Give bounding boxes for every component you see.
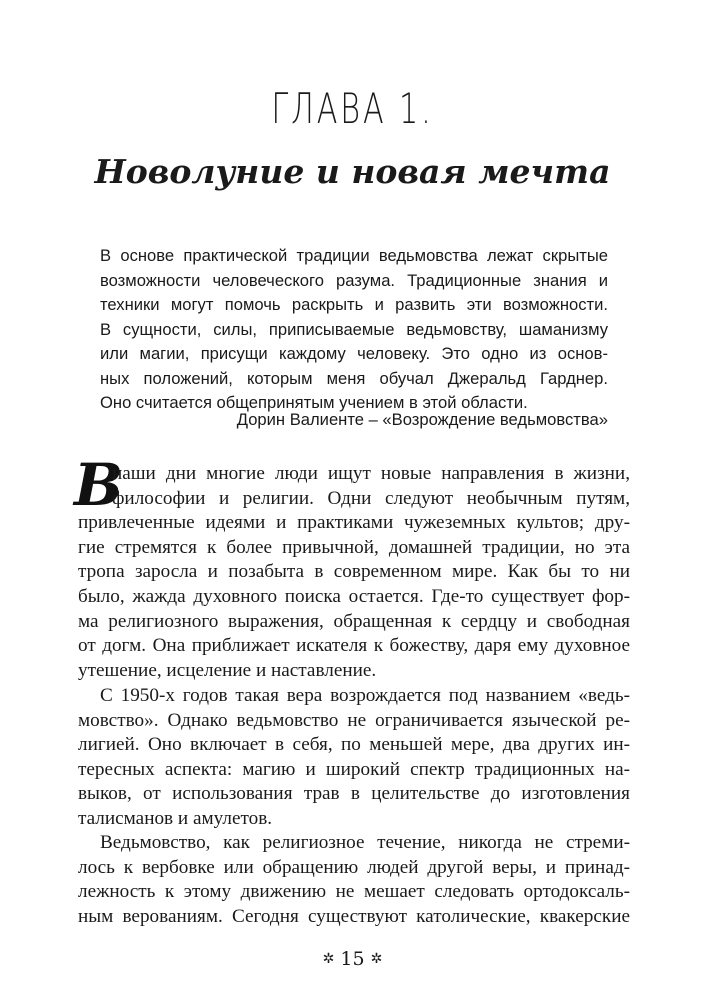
paragraph-3: [78, 831, 630, 929]
paragraph-line: было, жажда духовного поиска остается. Где-то существует фор-: [78, 585, 630, 607]
epigraph-line: или магии, присущи каждому человеку. Это одно из основ-: [100, 344, 608, 363]
epigraph-attribution: Дорин Валиенте – «Возрождение ведьмовства»: [236, 410, 608, 429]
paragraph-1: [78, 462, 630, 683]
epigraph-line: возможности человеческого разума. Традиционные знания и: [100, 270, 608, 290]
chapter-title: Новолуние и новая мечта: [94, 152, 611, 191]
page-number: 15: [340, 948, 365, 970]
paragraph-line: от догм. Она приближает искателя к божеству, даря ему духовное: [78, 635, 630, 657]
epigraph-line: техники могут помочь раскрыть и развить эти возможности.: [100, 295, 608, 314]
paragraph-line: мовство». Однако ведьмовство не ограничивается языческой ре-: [78, 709, 630, 731]
paragraph-line: выков, от использования трав в целительстве до изготовления: [78, 783, 630, 805]
paragraph-line: лежность к этому движению не мешает следовать ортодоксаль-: [78, 881, 630, 903]
ornament-icon: ✲: [322, 951, 335, 967]
paragraph-line: гие стремятся к более привычной, домашней традиции, но эта: [78, 536, 630, 558]
paragraph-line: Ведьмовство, как религиозное течение, никогда не стреми-: [100, 832, 630, 853]
epigraph-line: В сущности, силы, приписываемые ведьмовству, шаманизму: [100, 319, 608, 339]
paragraph-line: талисманов и амулетов.: [78, 807, 273, 829]
epigraph-line: Оно считается общепринятым учением в этой области.: [100, 393, 528, 412]
paragraph-line: лигией. Оно включает в себя, по меньшей мере, два других ин-: [78, 734, 630, 756]
paragraph-line: С 1950-х годов такая вера возрождается под названием «ведь-: [100, 685, 630, 706]
page-footer: [0, 948, 705, 970]
paragraph-line: философии и религии. Одни следуют необычным путям,: [112, 487, 630, 509]
paragraph-line: лось к вербовке или обращению людей другой веры, и принад-: [78, 856, 630, 878]
paragraph-line: тропа заросла и позабыта в современном мире. Как бы то ни: [78, 561, 630, 583]
paragraph-line: ма религиозного выражения, обращенная к сердцу и свободная: [78, 610, 630, 632]
epigraph-line: ных положений, которым меня обучал Джеральд Гарднер.: [100, 368, 608, 388]
ornament-icon: ✲: [370, 951, 383, 967]
paragraph-line: утешение, исцеление и наставление.: [78, 659, 377, 681]
paragraph-line: наши дни многие люди ищут новые направления в жизни,: [112, 463, 630, 484]
paragraph-line: привлеченные идеями и практиками чужеземных культов; дру-: [78, 512, 630, 534]
drop-cap: В: [74, 451, 124, 519]
epigraph: [100, 244, 608, 416]
chapter-heading: ГЛАВА 1.: [271, 84, 434, 133]
epigraph-line: В основе практической традиции ведьмовства лежат скрытые: [100, 246, 608, 265]
paragraph-line: ным верованиям. Сегодня существуют католические, квакерские: [78, 905, 630, 927]
paragraph-line: тересных аспекта: магию и широкий спектр традиционных на-: [78, 758, 630, 780]
paragraph-2: [78, 684, 630, 832]
